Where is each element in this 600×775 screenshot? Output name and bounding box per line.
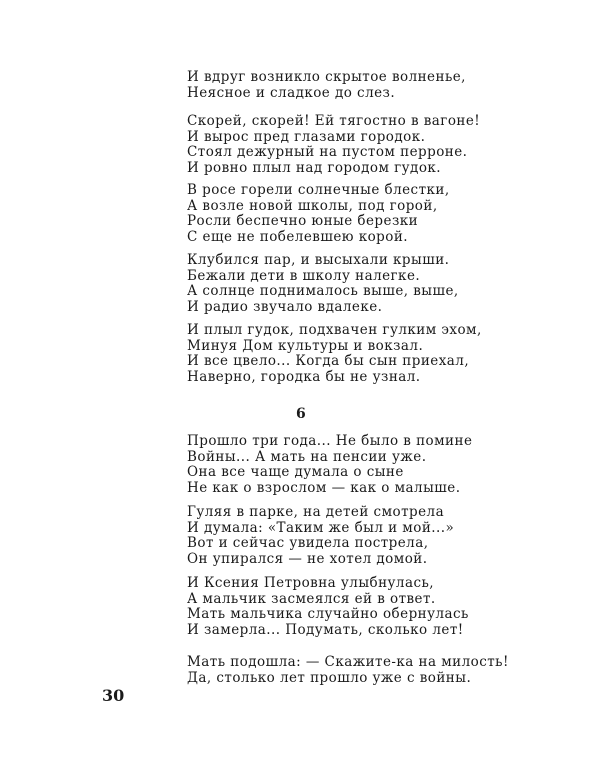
poem-line: Мать подошла: — Скажите-ка на милость! [187,654,509,670]
poem-line: Войны... А мать на пенсии уже. [187,448,427,465]
poem-line: А солнце поднималось выше, выше, [187,283,459,300]
poem-line: Она все чаще думала о сыне [187,464,404,481]
poem-line: И все цвело... Когда бы сын приехал, [187,353,470,370]
poem-line: И радио звучало вдалеке. [187,298,383,315]
poem-line: Вот и сейчас увидела пострела, [187,535,429,552]
stanza-9 [187,655,517,686]
poem-line: А мальчик засмеялся ей в ответ. [187,590,436,607]
poem-line: А возле новой школы, под горой, [187,197,438,214]
poem-line: Он упирался — не хотел домой. [187,550,428,567]
poem-line: Прошло три года... Не было в помине [187,433,473,449]
stanza-7 [187,505,517,567]
poem-line: Стоял дежурный на пустом перроне. [187,144,468,161]
page-number: 30 [102,686,125,705]
poem-line: Минуя Дом культуры и вокзал. [187,337,424,354]
poem-line: И думала: «Таким же был и мой...» [187,519,455,536]
poem-line: Скорей, скорей! Ей тягостно в вагоне! [187,113,481,129]
stanza-2 [187,114,517,176]
poem-line: И Ксения Петровна улыбнулась, [187,575,435,591]
stanza-8 [187,576,517,638]
stanza-1 [187,70,517,101]
poem-line: Клубился пар, и высыхали крыши. [187,252,450,268]
poem-line: Наверно, городка бы не узнал. [187,368,421,385]
poem-line: Да, столько лет прошло уже с войны. [187,669,472,686]
poem-line: Не как о взрослом — как о малыше. [187,479,461,496]
poem-line: Мать мальчика случайно обернулась [187,606,469,623]
poem-line: В росе горели солнечные блестки, [187,182,450,198]
stanza-4 [187,253,517,315]
poem-line: Бежали дети в школу налегке. [187,267,421,284]
poem-line: И ровно плыл над городом гудок. [187,159,442,176]
poem-line: Неясное и сладкое до слез. [187,84,396,101]
stanza-3 [187,183,517,245]
poem-line: И плыл гудок, подхвачен гулким эхом, [187,322,482,338]
section-number: 6 [296,406,306,422]
poem-line: С еще не побелевшею корой. [187,228,409,245]
poem-line: И замерла... Подумать, сколько лет! [187,621,464,638]
poem-line: И вырос пред глазами городок. [187,128,426,145]
stanza-5 [187,323,517,385]
poem-line: Росли беспечно юные березки [187,213,419,230]
poem-line: И вдруг возникло скрытое волненье, [187,69,466,85]
stanza-6 [187,434,517,496]
poem-line: Гуляя в парке, на детей смотрела [187,504,445,520]
